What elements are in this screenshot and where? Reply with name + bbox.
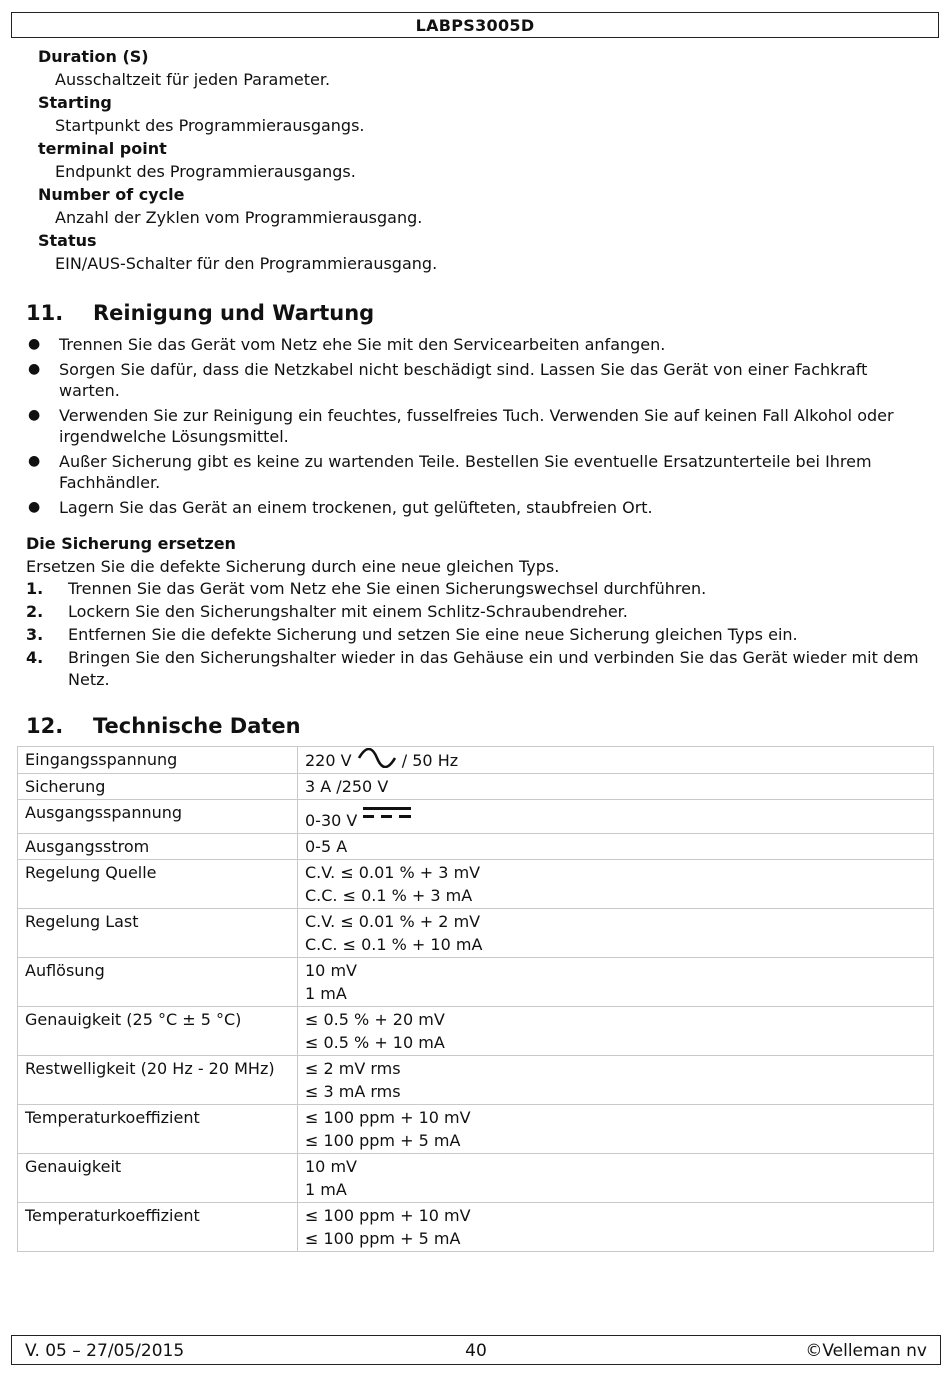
spec-label: Regelung Quelle — [18, 860, 298, 909]
spec-value-text: ≤ 3 mA rms — [305, 1082, 401, 1101]
page-header — [11, 12, 939, 38]
definition-description: EIN/AUS-Schalter für den Programmierausgang. — [55, 254, 438, 273]
version-date: V. 05 – 27/05/2015 — [25, 1341, 185, 1361]
spec-label: Auflösung — [18, 958, 298, 1007]
dc-symbol-icon — [362, 806, 414, 820]
spec-label: Temperaturkoeffizient — [18, 1203, 298, 1252]
spec-value — [298, 909, 934, 958]
spec-value — [298, 1154, 934, 1203]
definition-description: Ausschaltzeit für jeden Parameter. — [55, 70, 331, 89]
spec-label: Restwelligkeit (20 Hz - 20 MHz) — [18, 1056, 298, 1105]
step-text: Trennen Sie das Gerät vom Netz ehe Sie einen Sicherungswechsel durchführen. — [68, 579, 707, 598]
spec-value — [298, 860, 934, 909]
step-text: Bringen Sie den Sicherungshalter wieder in das Gehäuse ein und verbinden Sie das Gerät wieder mit dem Netz. — [68, 648, 919, 689]
list-item — [26, 451, 926, 493]
bullet-icon: ● — [28, 453, 41, 469]
step-text: Entfernen Sie die defekte Sicherung und setzen Sie eine neue Sicherung gleichen Typs ein. — [68, 625, 798, 644]
spec-value — [298, 1105, 934, 1154]
bullet-icon: ● — [28, 361, 41, 377]
spec-value-text: C.C. ≤ 0.1 % + 10 mA — [305, 935, 483, 954]
table-row — [18, 1105, 934, 1154]
parameter-definitions — [38, 45, 918, 275]
copyright: ©Velleman nv — [805, 1341, 927, 1361]
spec-label: Ausgangsstrom — [18, 834, 298, 860]
section-number: 12. — [26, 714, 64, 738]
spec-label: Sicherung — [18, 774, 298, 800]
spec-value-text: ≤ 2 mV rms — [305, 1059, 401, 1078]
step-number: 1. — [26, 579, 44, 598]
list-item-text: Sorgen Sie dafür, dass die Netzkabel nicht beschädigt sind. Lassen Sie das Gerät von einer Fachkraft warten. — [59, 360, 868, 400]
spec-value-text: ≤ 0.5 % + 20 mV — [305, 1010, 445, 1029]
spec-value-text: 1 mA — [305, 1180, 347, 1199]
ac-sine-icon — [357, 748, 397, 768]
spec-label: Eingangsspannung — [18, 747, 298, 774]
section-11-heading — [26, 298, 374, 328]
step-item — [26, 647, 931, 691]
spec-value-text: ≤ 100 ppm + 5 mA — [305, 1229, 461, 1248]
step-item — [26, 601, 931, 623]
page-footer — [11, 1335, 941, 1365]
spec-label: Genauigkeit — [18, 1154, 298, 1203]
spec-value — [298, 800, 934, 834]
list-item-text: Lagern Sie das Gerät an einem trockenen, gut gelüfteten, staubfreien Ort. — [59, 498, 653, 517]
definition-description: Endpunkt des Programmierausgangs. — [55, 162, 356, 181]
spec-value-text: ≤ 100 ppm + 10 mV — [305, 1108, 471, 1127]
step-text: Lockern Sie den Sicherungshalter mit einem Schlitz-Schraubendreher. — [68, 602, 628, 621]
spec-value-text: ≤ 100 ppm + 5 mA — [305, 1131, 461, 1150]
spec-label: Regelung Last — [18, 909, 298, 958]
spec-value — [298, 1007, 934, 1056]
spec-value-text: ≤ 100 ppm + 10 mV — [305, 1206, 471, 1225]
spec-value-text: C.V. ≤ 0.01 % + 2 mV — [305, 912, 481, 931]
definition-term: Starting — [38, 93, 112, 112]
table-row — [18, 1007, 934, 1056]
table-row — [18, 958, 934, 1007]
definition-term: terminal point — [38, 139, 167, 158]
bullet-icon: ● — [28, 336, 41, 352]
table-row — [18, 1154, 934, 1203]
table-row — [18, 909, 934, 958]
step-number: 4. — [26, 648, 44, 667]
list-item — [26, 334, 926, 355]
fuse-intro: Ersetzen Sie die defekte Sicherung durch eine neue gleichen Typs. — [26, 557, 560, 576]
spec-label: Temperaturkoeffizient — [18, 1105, 298, 1154]
list-item — [26, 405, 926, 447]
spec-value-text: 220 V — [305, 751, 352, 770]
section-number: 11. — [26, 301, 64, 325]
list-item-text: Trennen Sie das Gerät vom Netz ehe Sie mit den Servicearbeiten anfangen. — [59, 335, 666, 354]
step-number: 3. — [26, 625, 44, 644]
spec-value — [298, 958, 934, 1007]
page-number: 40 — [465, 1341, 487, 1361]
document-title: LABPS3005D — [415, 16, 535, 35]
spec-value-text: 0-5 A — [305, 837, 348, 856]
list-item-text: Außer Sicherung gibt es keine zu wartenden Teile. Bestellen Sie eventuelle Ersatzunterteile bei Ihrem Fachhändler. — [59, 452, 872, 492]
spec-value — [298, 834, 934, 860]
table-row — [18, 860, 934, 909]
table-row — [18, 774, 934, 800]
spec-value — [298, 1203, 934, 1252]
table-row — [18, 800, 934, 834]
spec-label: Ausgangsspannung — [18, 800, 298, 834]
table-row — [18, 834, 934, 860]
spec-value-text: C.C. ≤ 0.1 % + 3 mA — [305, 886, 473, 905]
section-12-heading — [26, 711, 301, 741]
spec-value-text: C.V. ≤ 0.01 % + 3 mV — [305, 863, 481, 882]
spec-value-text: 1 mA — [305, 984, 347, 1003]
spec-value-text: 10 mV — [305, 961, 357, 980]
table-row — [18, 747, 934, 774]
table-row — [18, 1203, 934, 1252]
list-item — [26, 497, 926, 518]
list-item — [26, 359, 926, 401]
technical-data-table — [17, 746, 934, 1252]
bullet-icon: ● — [28, 407, 41, 423]
fuse-replacement-section — [26, 532, 931, 692]
step-number: 2. — [26, 602, 44, 621]
section-title: Technische Daten — [93, 714, 301, 738]
definition-description: Anzahl der Zyklen vom Programmierausgang. — [55, 208, 423, 227]
spec-value-text: 3 A /250 V — [305, 777, 389, 796]
fuse-heading: Die Sicherung ersetzen — [26, 534, 236, 553]
spec-value-text: / 50 Hz — [401, 751, 459, 770]
spec-value — [298, 1056, 934, 1105]
definition-description: Startpunkt des Programmierausgangs. — [55, 116, 365, 135]
definition-term: Number of cycle — [38, 185, 185, 204]
spec-value — [298, 747, 934, 774]
section-title: Reinigung und Wartung — [93, 301, 375, 325]
spec-label: Genauigkeit (25 °C ± 5 °C) — [18, 1007, 298, 1056]
table-row — [18, 1056, 934, 1105]
list-item-text: Verwenden Sie zur Reinigung ein feuchtes, fusselfreies Tuch. Verwenden Sie auf keinen Fall Alkohol oder irgendwelche Lösungsmittel. — [59, 406, 894, 446]
spec-value-text: 10 mV — [305, 1157, 357, 1176]
spec-value-text: 0-30 V — [305, 811, 358, 830]
maintenance-bullet-list — [26, 334, 926, 522]
step-item — [26, 624, 931, 646]
spec-value-text: ≤ 0.5 % + 10 mA — [305, 1033, 445, 1052]
definition-term: Status — [38, 231, 97, 250]
spec-value — [298, 774, 934, 800]
step-item — [26, 578, 931, 600]
fuse-steps-list — [26, 578, 931, 691]
bullet-icon: ● — [28, 499, 41, 515]
definition-term: Duration (S) — [38, 47, 149, 66]
